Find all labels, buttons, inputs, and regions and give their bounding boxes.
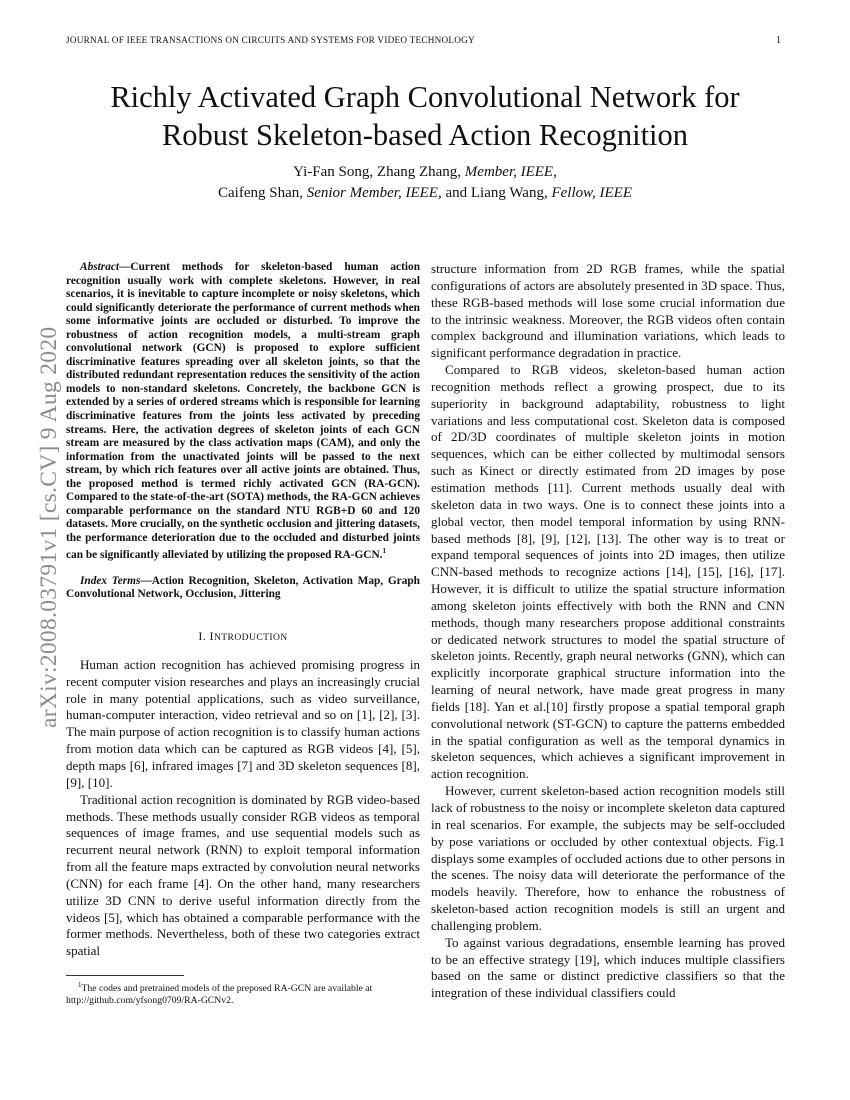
- abstract-label: Abstract: [80, 261, 120, 273]
- footnote-text: The codes and pretrained models of the preposed RA-GCN are available at http://github.com/yfsong0709/RA-GCNv2.: [66, 983, 373, 1007]
- body-paragraph: To against various degradations, ensemble learning has proved to be an effective strategy [19], which induces multiple classifiers based on the same or distinct predictive classifiers so that the integration of these individual classifiers could: [431, 934, 785, 1001]
- abstract: [66, 261, 420, 563]
- body-paragraph: Compared to RGB videos, skeleton-based human action recognition methods reflect a growing prospect, due to its superiority in background adaptability, robustness to light variations and less computational cost. Skeleton data is composed of 2D/3D coordinates of multiple skeleton joints in motion sequences, which can be either collected by multimodal sensors such as Kinect or directly estimated from 2D images by pose estimation methods [11]. Current methods usually deal with skeleton data in two ways. One is to connect these joints into a global vector, then model temporal information by using RNN-based methods [8], [9], [12], [13]. The other way is to treat or expand temporal sequences of joints into 2D images, then utilize CNN-based methods to recognize actions [14], [15], [16], [17]. However, it is difficult to utilize the spatial structure information among skeleton joints effectively with both the RNN and CNN methods, though many researchers propose additional constraints or dedicated network structures to model the spatial structure of skeleton joints. Recently, graph neural networks (GNN), which can explicitly incorporate graphical structure information into the learning of neural network, have made great progress in many fields [18]. Yan et al.[10] firstly propose a spatial temporal graph convolutional network (ST-GCN) to capture the patterns embedded in the spatial configuration as well as the temporal dynamics in skeleton sequences, which achieves a significant improvement in action recognition.: [431, 362, 785, 782]
- index-terms: [66, 575, 420, 602]
- body-paragraph: structure information from 2D RGB frames, while the spatial configurations of actors are absolutely presented in 3D space. Thus, these RGB-based methods will lose some crucial information due to the intrinsic weakness. Moreover, the RGB videos often contain complex background and illumination variations, which leads to significant performance degradation in practice.: [431, 261, 785, 361]
- title-line-2: Robust Skeleton-based Action Recognition: [161, 118, 689, 152]
- author-group-3-role: Fellow, IEEE: [551, 185, 632, 201]
- author-list: [70, 162, 780, 204]
- abstract-text: —Current methods for skeleton-based human action recognition usually work with complete skeletons. However, in real scenarios, it is inevitable to capture incomplete or noisy skeletons, which could significantly deteriorate the performance of current methods when some informative joints are occluded or disturbed. To improve the robustness of action recognition models, a multi-stream graph convolutional network (GCN) is proposed to explore sufficient discriminative features spreading over all skeleton joints, so that the distributed redundant representation reduces the sensitivity of the action models to non-standard skeletons. Concretely, the backbone GCN is extended by a series of ordered streams which is responsible for learning discriminative features from the joints less activated by preceding streams. Here, the activation degrees of skeleton joints of each GCN stream are measured by the class activation maps (CAM), and only the information from the unactivated joints will be passed to the next stream, by which rich features over all active joints are obtained. Thus, the proposed method is termed richly activated GCN (RA-GCN). Compared to the state-of-the-art (SOTA) methods, the RA-GCN achieves comparable performance on the standard NTU RGB+D 60 and 120 datasets. More crucially, on the synthetic occlusion and jittering datasets, the performance deterioration due to the occluded and disturbed joints can be significantly alleviated by utilizing the proposed RA-GCN.: [66, 261, 421, 562]
- intro-paragraph: Traditional action recognition is dominated by RGB video-based methods. These methods usually consider RGB videos as temporal sequences of image frames, and use sequential models such as recurrent neural network (RNN) to exploit temporal information from all the feature maps extracted by convolution neural networks (CNN) for each frame [4]. On the other hand, many researchers utilize 3D CNN to derive useful information directly from the videos [5], which has obtained a comparable performance with the former methods. Nevertheless, both of these two categories extract spatial: [66, 791, 420, 959]
- author-group-1-role: Member, IEEE,: [464, 164, 557, 180]
- paper-title: [70, 78, 780, 154]
- right-column: [431, 261, 785, 1002]
- index-terms-label: Index Terms: [80, 574, 141, 587]
- footnote-mark: 1: [78, 981, 82, 990]
- index-terms-text: —Action Recognition, Skeleton, Activation Map, Graph Convolutional Network, Occlusion, Jittering: [66, 574, 420, 601]
- section-heading: I. INTRODUCTION: [198, 628, 288, 643]
- arxiv-identifier: arXiv:2008.03791v1 [cs.CV] 9 Aug 2020: [36, 326, 62, 728]
- title-line-1: Richly Activated Graph Convolutional Network for: [110, 80, 740, 114]
- author-group-2-role: Senior Member, IEEE,: [306, 185, 442, 201]
- author-group-2: Caifeng Shan,: [218, 185, 303, 201]
- author-group-3: and Liang Wang,: [445, 185, 548, 201]
- left-column: [66, 261, 420, 1007]
- abstract-footnote-mark: 1: [382, 547, 386, 556]
- page-number: 1: [776, 35, 781, 46]
- footnote: [66, 979, 420, 1007]
- body-paragraph: However, current skeleton-based action recognition models still lack of robustness to the noisy or incomplete skeleton data captured in real scenarios. For example, the subjects may be self-occluded by pose variations or occluded by other contextual objects. Fig.1 displays some examples of occluded actions due to other persons in the scenes. The noisy data will deteriorate the performance of the models heavily. Therefore, how to enhance the robustness of skeleton-based action recognition models is still an urgent and challenging problem.: [431, 783, 785, 933]
- intro-paragraph: Human action recognition has achieved promising progress in recent computer vision researches and plays an increasingly crucial role in many potential applications, such as video surveillance, human-computer interaction, video retrieval and so on [1], [2], [3]. The main purpose of action recognition is to classify human actions from motion data which can be captured as RGB videos [4], [5], depth maps [6], infrared images [7] and 3D skeleton sequences [8], [9], [10].: [66, 656, 420, 790]
- title-block: [70, 78, 780, 204]
- author-group-1: Yi-Fan Song, Zhang Zhang,: [293, 164, 462, 180]
- running-header: JOURNAL OF IEEE TRANSACTIONS ON CIRCUITS AND SYSTEMS FOR VIDEO TECHNOLOGY: [66, 35, 475, 45]
- footnote-divider: [66, 975, 184, 976]
